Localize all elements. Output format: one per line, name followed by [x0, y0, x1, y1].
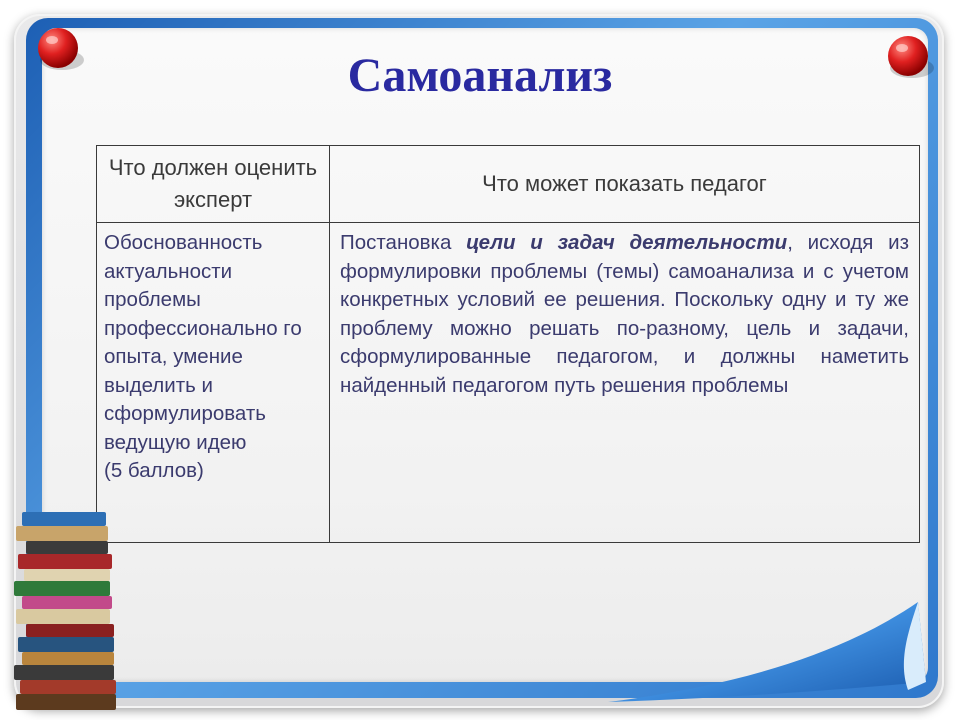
header-expert: Что должен оценить эксперт [97, 146, 330, 223]
page-curl-icon [608, 562, 938, 702]
books-stack-icon [8, 506, 128, 716]
analysis-table [96, 145, 920, 543]
description-emphasis: цели и задач деятельности [466, 231, 788, 254]
table-row [97, 223, 920, 543]
table-header-row [97, 146, 920, 223]
criterion-text: Обоснованность актуальности проблемы профессионально го опыта, умение выделить и сформулировать ведущую идею [104, 231, 302, 454]
page-title: Самоанализ [347, 49, 613, 102]
criterion-cell [97, 223, 330, 543]
header-teacher: Что может показать педагог [330, 146, 920, 223]
description-lead: Постановка [340, 231, 467, 254]
description-cell [330, 223, 920, 543]
criterion-score: (5 баллов) [104, 459, 204, 482]
description-rest: , исходя из формулировки проблемы (темы) самоанализа и с учетом конкретных условий ее решения. Поскольку одну и ту же проблему можно решать по-разному, цель и задачи, сформулированные педагогом, и должны наметить найденный педагогом путь решения проблемы [340, 231, 910, 397]
